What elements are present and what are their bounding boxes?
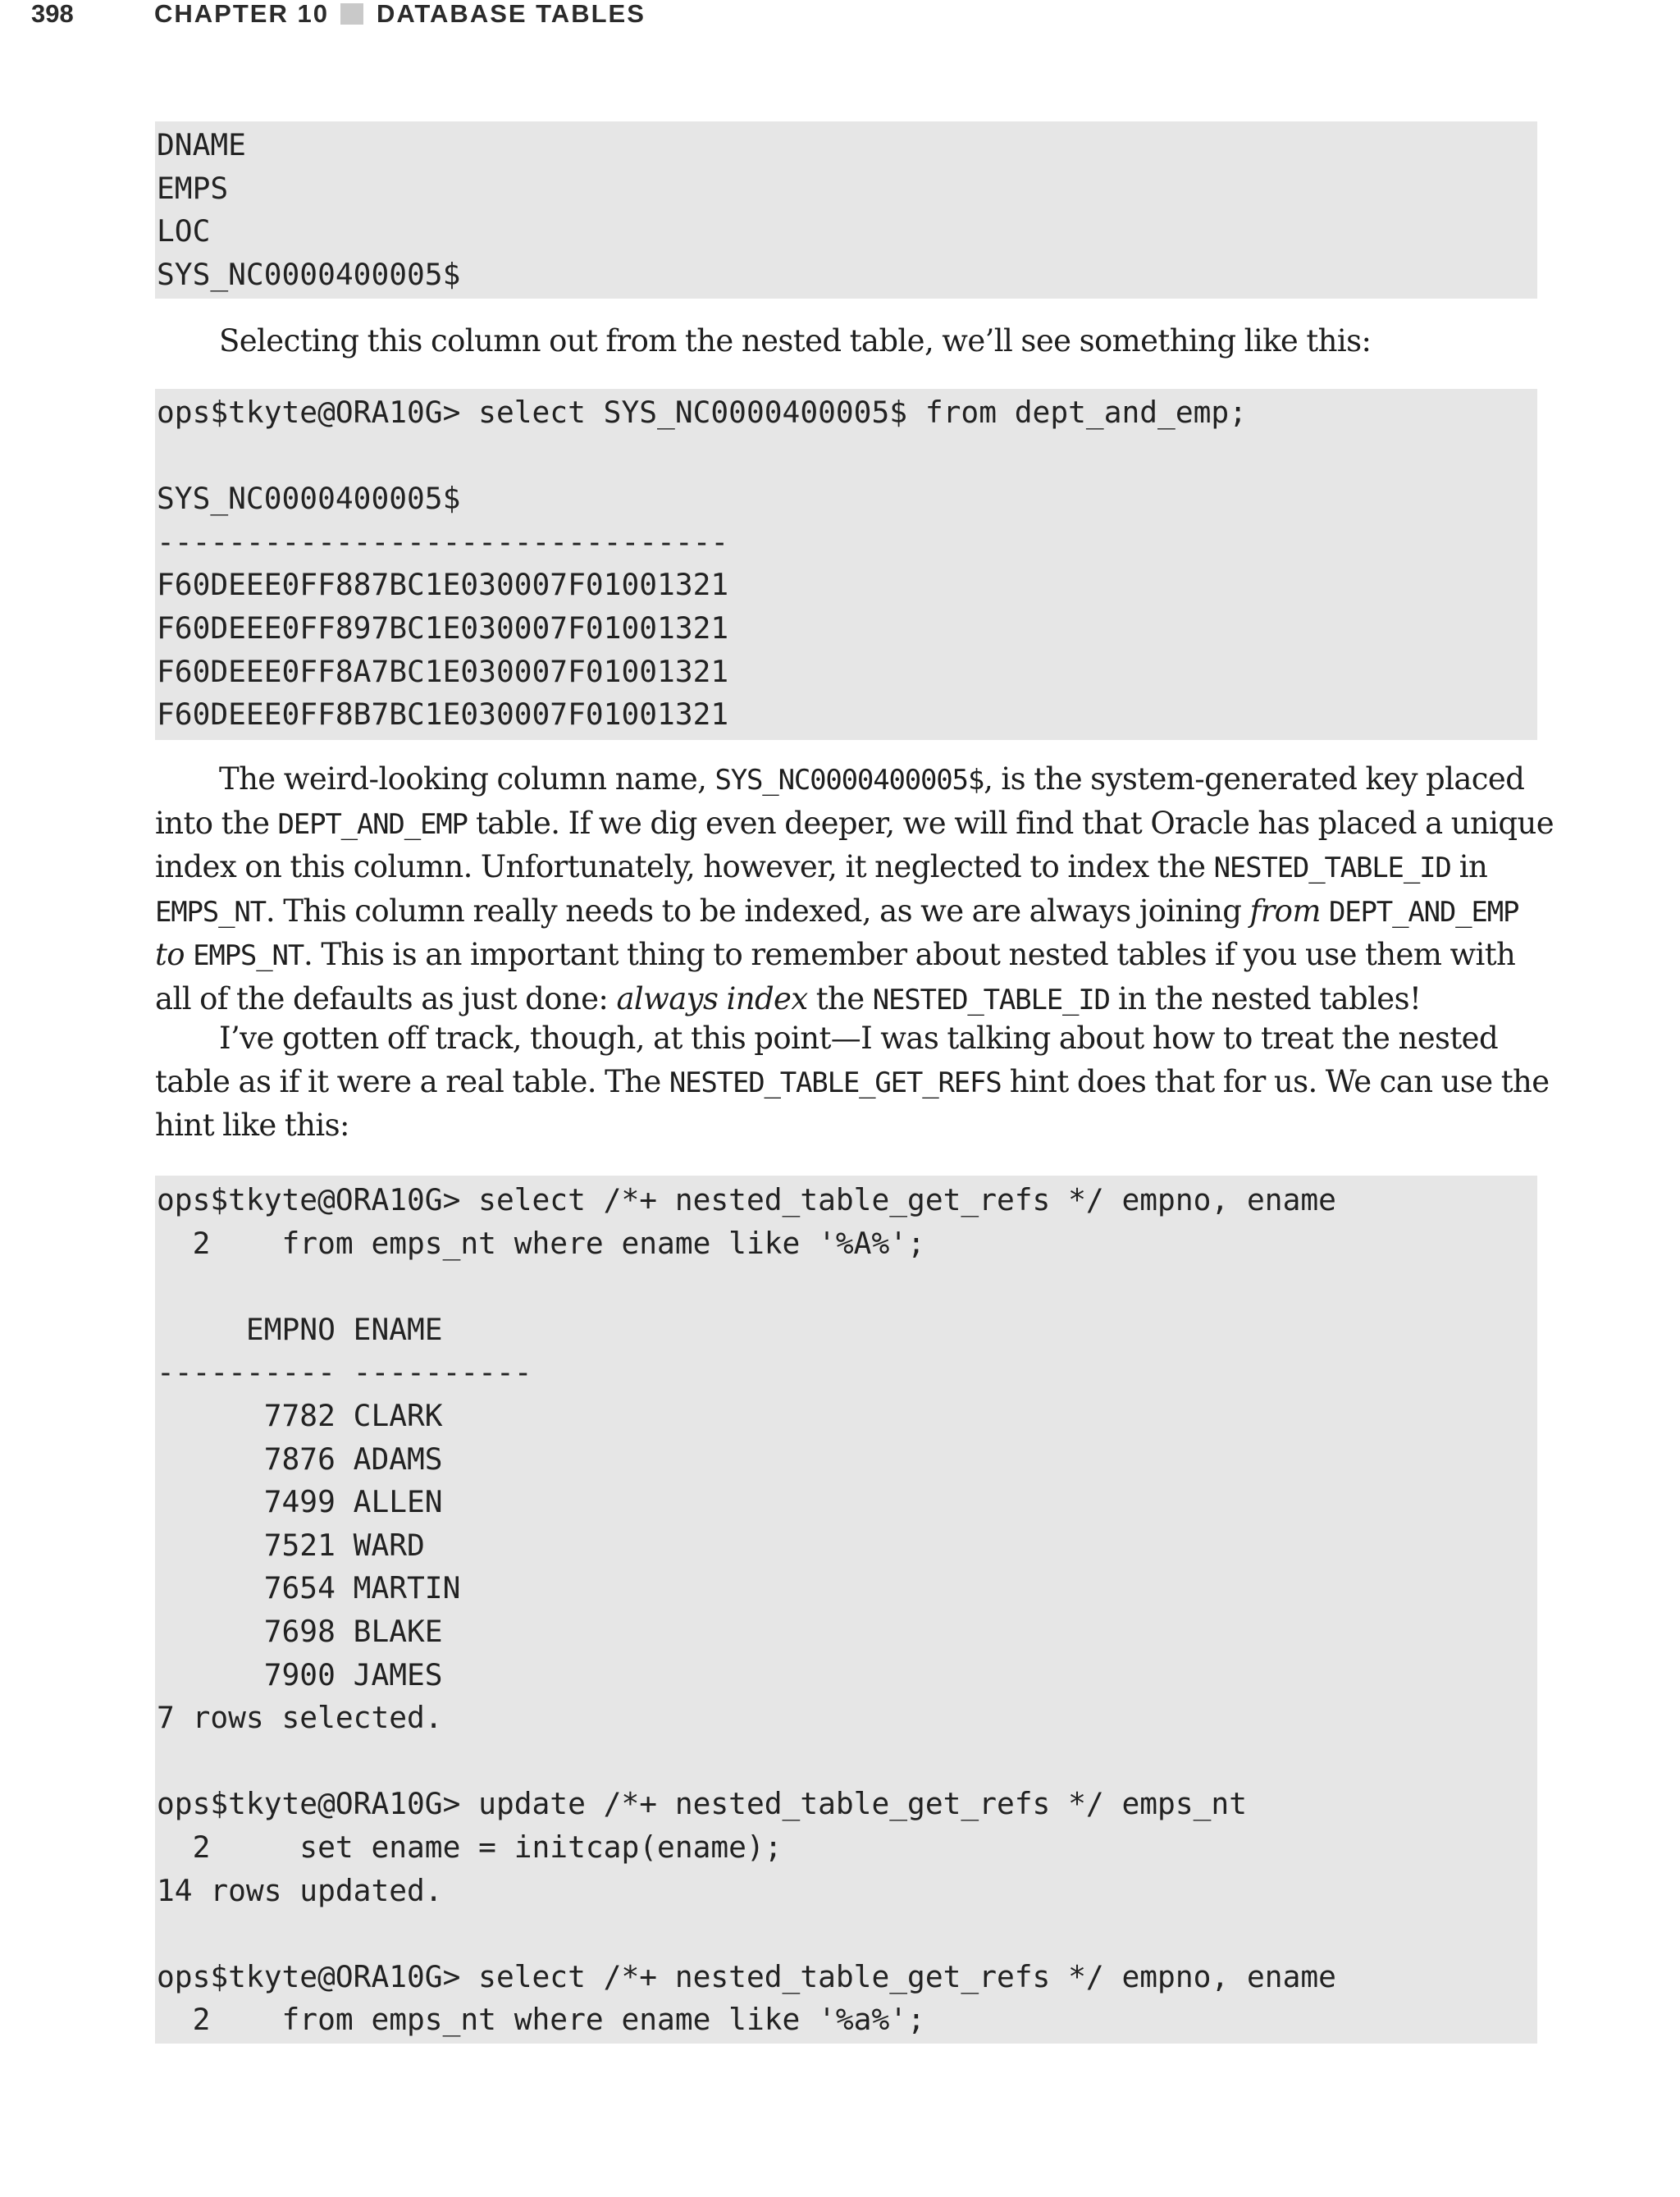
paragraph-off-track bbox=[155, 1017, 1550, 1148]
inline-code: NESTED_TABLE_GET_REFS bbox=[669, 1066, 1002, 1099]
text-run: table as if it were a real table. The bbox=[155, 1063, 669, 1099]
text-run: , is the system-generated key placed bbox=[984, 761, 1525, 797]
code-block-select-sys-column: ops$tkyte@ORA10G> select SYS_NC0000400005$ from dept_and_emp; SYS_NC0000400005$ -------------------------------- F60DEEE0FF887BC1E030007F01001321 F60DEEE0FF897BC1E030007F01001321 F60DEEE0FF8A7BC1E030007F01001321 F60DEEE0FF8B7BC1E030007F01001321 bbox=[155, 389, 1537, 740]
paragraph-selecting-column bbox=[155, 320, 1537, 363]
running-header bbox=[31, 0, 646, 28]
inline-code: DEPT_AND_EMP bbox=[1329, 895, 1519, 929]
emphasis: to bbox=[155, 937, 185, 973]
page-number: 398 bbox=[31, 0, 74, 28]
text-run: The weird-looking column name, bbox=[219, 761, 715, 797]
text-run: in bbox=[1450, 849, 1488, 885]
header-separator-square bbox=[340, 3, 363, 25]
paragraph-line bbox=[155, 846, 1537, 890]
paragraph-line bbox=[155, 1061, 1550, 1105]
text-run: . This column really needs to be indexed, as we are always joining bbox=[265, 893, 1250, 929]
paragraph-line: hint like this: bbox=[155, 1108, 349, 1144]
chapter-title: DATABASE TABLES bbox=[376, 0, 646, 28]
text-run: the bbox=[807, 980, 873, 1016]
text-run: table. If we dig even deeper, we will find that Oracle has placed a unique bbox=[467, 805, 1554, 841]
paragraph-line bbox=[155, 890, 1537, 934]
paragraph-line bbox=[155, 758, 1537, 802]
paragraph-text: Selecting this column out from the nested table, we’ll see something like this: bbox=[219, 323, 1372, 359]
text-run: . This is an important thing to remember about nested tables if you use them with bbox=[304, 937, 1516, 973]
text-run: all of the defaults as just done: bbox=[155, 980, 617, 1016]
code-block-columns: DNAME EMPS LOC SYS_NC0000400005$ bbox=[155, 121, 1537, 299]
text-run: index on this column. Unfortunately, however, it neglected to index the bbox=[155, 849, 1214, 885]
paragraph-line bbox=[155, 934, 1537, 978]
inline-code: NESTED_TABLE_ID bbox=[872, 983, 1110, 1016]
text-run: in the nested tables! bbox=[1109, 980, 1422, 1016]
inline-code: DEPT_AND_EMP bbox=[277, 807, 468, 841]
text-run bbox=[185, 937, 193, 972]
text-run: into the bbox=[155, 805, 278, 841]
paragraph-line bbox=[155, 802, 1554, 847]
inline-code: EMPS_NT bbox=[193, 939, 304, 973]
emphasis: from bbox=[1249, 893, 1321, 929]
text-run: hint does that for us. We can use the bbox=[1001, 1063, 1550, 1099]
inline-code: NESTED_TABLE_ID bbox=[1213, 852, 1451, 885]
paragraph-line bbox=[155, 978, 1537, 1022]
code-block-nested-table-hint: ops$tkyte@ORA10G> select /*+ nested_table_get_refs */ empno, ename 2 from emps_nt where ename like '%A%'; EMPNO ENAME ---------- ---------- 7782 CLARK 7876 ADAMS 7499 ALLEN 7521 WARD 7654 MARTIN 7698 BLAKE 7900 JAMES 7 rows selected. ops$tkyte@ORA10G> update /*+ nested_table_get_refs */ emps_nt 2 set ename = initcap(ename); 14 rows updated. ops$tkyte@ORA10G> select /*+ nested_table_get_refs */ empno, ename 2 from emps_nt where ename like '%a%'; bbox=[155, 1176, 1537, 2044]
inline-code: EMPS_NT bbox=[155, 895, 266, 929]
text-run bbox=[1321, 893, 1329, 929]
emphasis: always index bbox=[616, 980, 808, 1016]
chapter-label: CHAPTER 10 bbox=[154, 0, 329, 28]
paragraph-line: I’ve gotten off track, though, at this point—I was talking about how to treat the nested bbox=[219, 1021, 1499, 1056]
inline-code: SYS_NC0000400005$ bbox=[714, 764, 984, 797]
paragraph-weird-column-name bbox=[155, 758, 1554, 1022]
